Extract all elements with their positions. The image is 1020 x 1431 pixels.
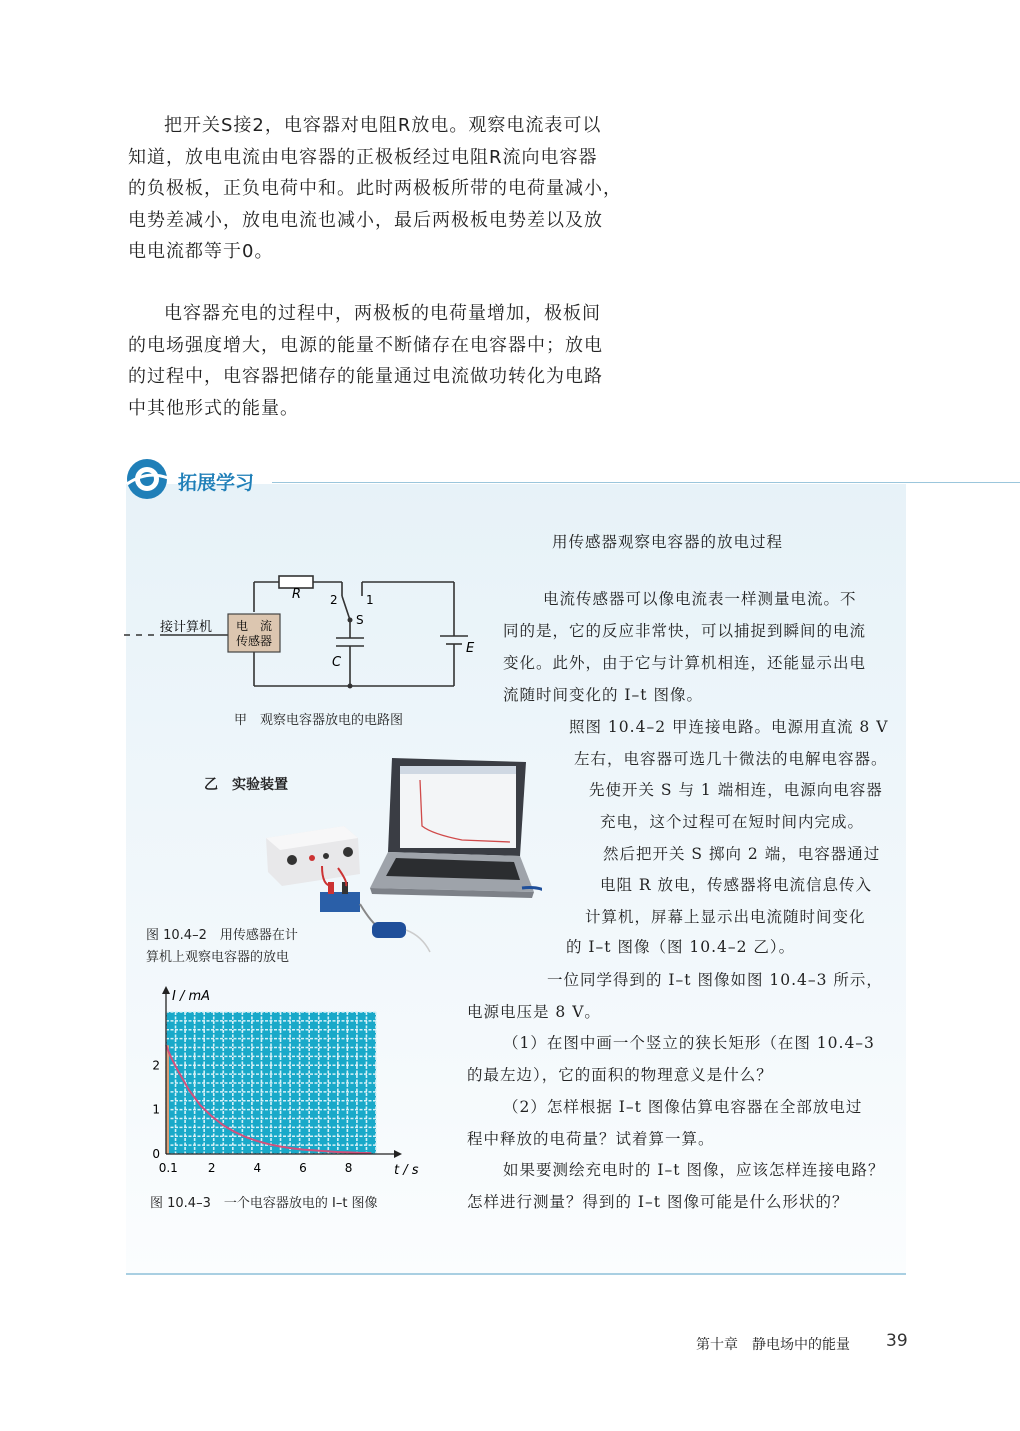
chart-y-tick-label: 2 xyxy=(152,1058,160,1073)
switch-label: S xyxy=(356,613,364,627)
switch-terminal-2: 2 xyxy=(330,593,338,607)
para2-line: 中其他形式的能量。 xyxy=(128,397,299,419)
figure2-caption-line: 算机上观察电容器的放电 xyxy=(146,950,290,965)
text-line: 左右，电容器可选几十微法的电解电容器。 xyxy=(574,750,888,768)
capacitor-label: C xyxy=(332,655,342,670)
text-line: 计算机，屏幕上显示出电流随时间变化 xyxy=(585,908,866,926)
circuit-diagram xyxy=(124,570,484,700)
chart-y-tick-label: 1 xyxy=(152,1102,160,1117)
sensor-label-line1: 电 流 xyxy=(235,619,273,633)
chart-x-tick-label: 4 xyxy=(253,1161,262,1175)
paragraph-discharge xyxy=(128,110,638,268)
battery-label: E xyxy=(466,641,475,656)
extension-bottom-rule xyxy=(126,1273,906,1275)
extension-header-rule xyxy=(272,482,1020,483)
text-line: 如果要测绘充电时的 I–t 图像，应该怎样连接电路？ xyxy=(503,1161,885,1179)
text-line: 照图 10.4–2 甲连接电路。电源用直流 8 V xyxy=(569,718,889,736)
para1-line: 的负极板，正负电荷中和。此时两极板所带的电荷量减小， xyxy=(128,178,622,199)
setup-caption: 乙 实验装置 xyxy=(204,777,288,793)
text-line: 先使开关 S 与 1 端相连，电源向电容器 xyxy=(589,781,883,799)
chart-x-tick-label: 8 xyxy=(344,1161,353,1175)
sensor-label-line2: 传感器 xyxy=(235,634,273,648)
chart-caption: 图 10.4–3 一个电容器放电的 I–t 图像 xyxy=(150,1196,378,1211)
text-line: 电阻 R 放电，传感器将电流信息传入 xyxy=(600,876,873,894)
chart-x-tick-label: 6 xyxy=(299,1161,307,1175)
text-line: 电源电压是 8 V。 xyxy=(467,1003,601,1021)
chart-x-tick-label: 0.1 xyxy=(158,1161,178,1175)
chapter-footer: 第十章 静电场中的能量 xyxy=(696,1337,850,1353)
chart-y-tick-label: 0 xyxy=(152,1147,160,1161)
para1-line: 电电流都等于0。 xyxy=(128,241,274,262)
text-line: 电流传感器可以像电流表一样测量电流。不 xyxy=(543,590,857,608)
switch-terminal-1: 1 xyxy=(366,593,374,607)
text-line: 同的是，它的反应非常快，可以捕捉到瞬间的电流 xyxy=(503,622,867,640)
para1-line: 电势差减小，放电电流也减小，最后两极板电势差以及放 xyxy=(128,209,603,231)
extension-logo-icon xyxy=(124,456,170,502)
chart-x-label: t / s xyxy=(394,1163,419,1178)
para2-line: 的电场强度增大，电源的能量不断储存在电容器中；放电 xyxy=(128,334,603,356)
i-t-chart xyxy=(140,982,440,1182)
extension-header xyxy=(124,456,914,506)
text-line: 程中释放的电荷量？试着算一算。 xyxy=(467,1130,715,1148)
text-line: （1）在图中画一个竖立的狭长矩形（在图 10.4–3 xyxy=(503,1034,875,1052)
figure2-caption-line: 图 10.4–2 用传感器在计 xyxy=(146,928,298,943)
computer-label: 接计算机 xyxy=(160,620,213,635)
text-line: 怎样进行测量？得到的 I–t 图像可能是什么形状的？ xyxy=(467,1193,849,1211)
circuit-caption: 甲 观察电容器放电的电路图 xyxy=(234,713,404,728)
figure2-caption xyxy=(146,925,298,969)
text-line: 然后把开关 S 掷向 2 端，电容器通过 xyxy=(603,845,881,863)
para1-line: 知道，放电电流由电容器的正极板经过电阻R流向电容器 xyxy=(128,146,598,168)
section-title: 用传感器观察电容器的放电过程 xyxy=(552,533,784,551)
text-line: 充电，这个过程可在短时间内完成。 xyxy=(600,813,865,831)
para1-line: 把开关S接2，电容器对电阻R放电。观察电流表可以 xyxy=(164,115,602,136)
text-line: 变化。此外，由于它与计算机相连，还能显示出电 xyxy=(503,654,867,672)
resistor-label: R xyxy=(292,587,302,602)
text-line: （2）怎样根据 I–t 图像估算电容器在全部放电过 xyxy=(503,1098,863,1116)
experiment-setup-illustration xyxy=(262,756,542,966)
chart-y-arrow xyxy=(162,986,170,994)
chart-y-label: I / mA xyxy=(172,989,211,1004)
chart-x-tick-label: 2 xyxy=(207,1161,216,1175)
text-line: 的 I–t 图像（图 10.4–2 乙）。 xyxy=(566,938,796,956)
paragraph-energy xyxy=(128,298,638,424)
page-number: 39 xyxy=(886,1331,908,1351)
chart-x-arrow xyxy=(394,1150,402,1158)
extension-title: 拓展学习 xyxy=(178,472,255,494)
para2-line: 的过程中，电容器把储存的能量通过电流做功转化为电路 xyxy=(128,366,603,387)
text-line: 一位同学得到的 I–t 图像如图 10.4–3 所示， xyxy=(547,971,883,989)
text-line: 流随时间变化的 I–t 图像。 xyxy=(503,686,703,704)
text-line: 的最左边），它的面积的物理意义是什么？ xyxy=(467,1066,773,1084)
para2-line: 电容器充电的过程中，两极板的电荷量增加，极板间 xyxy=(164,303,601,324)
